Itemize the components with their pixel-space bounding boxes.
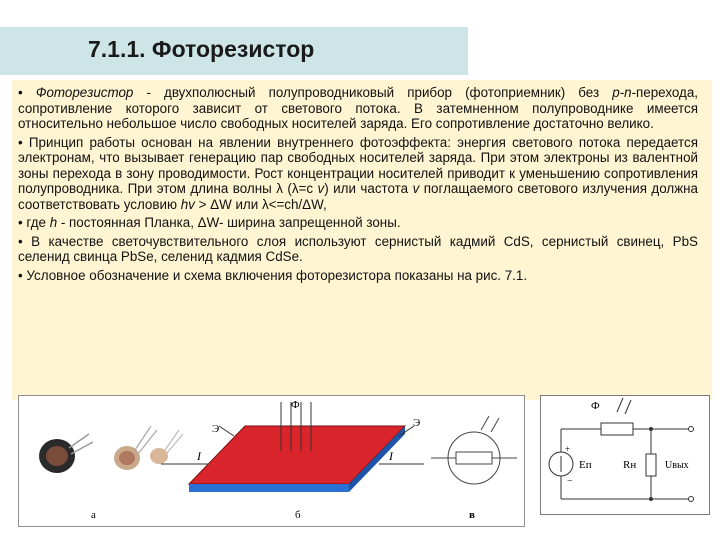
slab-electrode-label-right: Э [413, 417, 421, 429]
bullet-marker: • [18, 85, 23, 100]
bullet-paragraph [18, 215, 698, 231]
paragraph-text [23, 85, 36, 100]
load-resistor [646, 454, 656, 476]
slide-title: 7.1.1. Фоторезистор [88, 36, 315, 62]
current-label-right: I [389, 449, 393, 463]
slab-electrode-label-left: Э [212, 423, 220, 435]
paragraph-text: p-n [612, 85, 632, 100]
paragraph-text: поглащаемого светового излучения должна соответствовать условию [18, 181, 699, 212]
paragraph-text: hv [180, 196, 195, 212]
panel-label-a: а [91, 509, 96, 521]
output-label: Uвых [665, 460, 689, 471]
plus-sign: + [565, 444, 571, 454]
figure-panel [18, 395, 525, 527]
paragraph-text: v [317, 181, 325, 196]
paragraph-text: Фоторезистор [35, 85, 134, 100]
bullet-marker: • [18, 233, 23, 249]
body-text [18, 85, 698, 286]
slab-phi-label: Ф [291, 399, 300, 411]
panel-label-b: б [295, 509, 301, 521]
bullet-paragraph [18, 85, 698, 132]
bullet-marker: • [18, 267, 23, 283]
bullet-paragraph [18, 135, 698, 213]
source-label: Eп [579, 459, 592, 471]
paragraph-text: -перехода, сопротивление которого зависит от светового потока. В затемненном полупроводнике имеется относительно небольшое число свободных носителей заряда. Его сопротивление достаточно велико. [18, 85, 698, 131]
paragraph-text: Условное обозначение и схема включения фоторезистора показаны на рис. 7.1. [22, 267, 528, 283]
photoresistor-symbol [431, 416, 517, 484]
panel-label-v: в [469, 509, 475, 521]
paragraph-text: - постоянная Планка, ΔW- ширина запрещенной зоны. [57, 215, 401, 230]
paragraph-text: где [22, 215, 50, 230]
minus-sign: − [567, 476, 573, 487]
paragraph-text: В качестве светочувствительного слоя используют сернистый кадмий CdS, сернистый свинец, PbS селенид свинца PbSe, селенид кадмия CdSe. [18, 233, 698, 264]
bullet-paragraph [18, 234, 698, 265]
paragraph-text: v [412, 181, 420, 196]
bullet-marker: • [18, 215, 23, 230]
photoresistor-figure [19, 396, 524, 526]
load-label: Rн [623, 459, 637, 471]
photoresistor-element [601, 423, 633, 435]
semiconductor-slab [161, 402, 424, 492]
bullet-marker: • [18, 134, 23, 150]
paragraph-text: ) или частота [324, 181, 413, 196]
bullet-paragraph [18, 268, 698, 284]
device-photos [39, 426, 183, 473]
circuit-panel [540, 395, 710, 515]
paragraph-text: - двухполюсный полупроводниковый прибор (фотоприемник) без [133, 85, 613, 100]
current-label-left: I [197, 449, 201, 463]
paragraph-text: h [49, 215, 58, 230]
paragraph-text: Принцип работы основан на явлении внутреннего фотоэффекта: энергия светового потока передается электронам, что вызывает генерацию пар свободных носителей заряда. При этом электроны из валентной зоны перехода в зону проводимости. Рост концентрации носителей приводит к уменьшению сопротивления полупроводника. При этом длина волны λ (λ=c [18, 134, 698, 196]
circuit-diagram [541, 396, 709, 514]
circuit-phi-label: Ф [591, 400, 600, 412]
paragraph-text: > ΔW или λ<=ch/ΔW, [194, 196, 327, 212]
